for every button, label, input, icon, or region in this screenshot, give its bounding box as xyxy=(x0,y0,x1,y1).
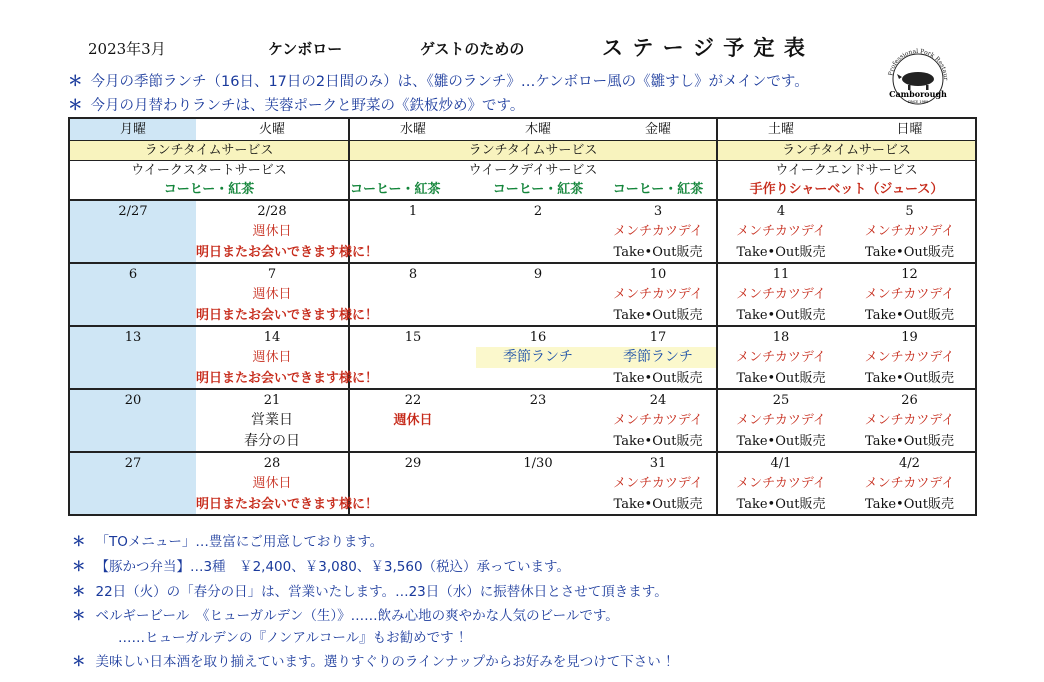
menchi-label: メンチカツデイ xyxy=(600,221,717,242)
menchi-label: メンチカツデイ xyxy=(844,284,976,305)
page-title: ス テ ー ジ 予 定 表 xyxy=(602,36,806,60)
lunch-service-weekstart: ランチタイムサービス xyxy=(69,140,349,160)
coffee-fri: コーヒー・紅茶 xyxy=(600,180,717,200)
date-cell: 1 xyxy=(408,203,418,219)
takeout-label: Take•Out販売 xyxy=(717,242,844,263)
date-cell: 23 xyxy=(529,392,547,408)
menchi-label: メンチカツデイ xyxy=(844,473,976,494)
date-cell: 26 xyxy=(844,389,976,410)
takeout-label: Take•Out販売 xyxy=(717,494,844,515)
date-cell: 6 xyxy=(69,263,196,284)
date-cell: 27 xyxy=(69,452,196,473)
see-you-label: 明日またお会いできます様に！ xyxy=(196,368,349,389)
date-cell: 19 xyxy=(844,326,976,347)
takeout-label: Take•Out販売 xyxy=(717,431,844,452)
week-start-service: ウイークスタートサービス xyxy=(69,160,349,180)
coffee-weekstart: コーヒー・紅茶 xyxy=(69,180,349,200)
see-you-label: 明日またお会いできます様に！ xyxy=(196,305,349,326)
date-cell: 29 xyxy=(404,455,422,471)
logo-name: Camborough xyxy=(889,89,947,99)
date-cell: 9 xyxy=(533,266,543,282)
bottom-note-4: ＊ ベルギービール 《ヒューガルデン（生）》……飲み心地の爽やかな人気のビールです。 xyxy=(72,608,619,624)
seasonal-lunch-label: 季節ランチ xyxy=(476,347,600,368)
takeout-label: Take•Out販売 xyxy=(600,431,717,452)
bottom-note-3: ＊ 22日（火）の「春分の日」は、営業いたします。…23日（水）に振替休日とさせて頂きます。 xyxy=(72,584,668,600)
bottom-note-2: ＊ 【豚かつ弁当】…3種 ￥2,400、￥3,080、￥3,560（税込）承っています。 xyxy=(72,559,570,575)
takeout-label: Take•Out販売 xyxy=(717,305,844,326)
takeout-label: Take•Out販売 xyxy=(600,494,717,515)
logo-arc-text: Professional Pork Restaur xyxy=(887,47,950,81)
date-cell: 2/27 xyxy=(69,200,196,221)
date-cell: 4/2 xyxy=(844,452,976,473)
weekday-sun: 日曜 xyxy=(844,118,976,140)
date-cell: 16 xyxy=(529,329,547,345)
brand-label: ケンボロー xyxy=(268,40,343,58)
closed-label: 週休日 xyxy=(196,221,349,242)
menchi-label: メンチカツデイ xyxy=(736,413,826,428)
date-cell: 21 xyxy=(196,389,349,410)
date-cell: 24 xyxy=(600,389,717,410)
weekday-sat: 土曜 xyxy=(717,118,844,140)
date-cell: 25 xyxy=(772,392,790,408)
logo-since: SINCE 1989 xyxy=(907,100,929,104)
closed-label: 週休日 xyxy=(196,284,349,305)
closed-label: 週休日 xyxy=(393,413,433,428)
menchi-label: メンチカツデイ xyxy=(736,476,826,491)
bottom-note-5: ……ヒューガルデンの『ノンアルコール』もお勧めです ！ xyxy=(118,630,472,646)
date-cell: 2/28 xyxy=(196,200,349,221)
takeout-label: Take•Out販売 xyxy=(844,305,976,326)
menchi-label: メンチカツデイ xyxy=(736,224,826,239)
takeout-label: Take•Out販売 xyxy=(717,368,844,389)
date-cell: 20 xyxy=(69,389,196,410)
weekday-tue: 火曜 xyxy=(196,118,349,140)
lunch-service-weekday: ランチタイムサービス xyxy=(349,140,717,160)
date-cell: 28 xyxy=(196,452,349,473)
sherbet-weekend: 手作りシャーベット（ジュース） xyxy=(717,180,976,200)
takeout-label: Take•Out販売 xyxy=(600,368,717,389)
takeout-label: Take•Out販売 xyxy=(844,494,976,515)
bottom-note-6: ＊ 美味しい日本酒を取り揃えています。選りすぐりのラインナップからお好みを見つけて下さい ！ xyxy=(72,654,679,670)
takeout-label: Take•Out販売 xyxy=(844,368,976,389)
menchi-label: メンチカツデイ xyxy=(844,410,976,431)
date-cell: 15 xyxy=(404,329,422,345)
top-note-1: ＊ 今月の季節ランチ（16日、17日の2日間のみ）は、《雛のランチ》…ケンボロー風の《雛すし》がメインです。 xyxy=(68,74,809,90)
for-guest-label: ゲストのための xyxy=(420,40,525,58)
open-day-label: 営業日 xyxy=(196,410,349,431)
week-end-service: ウイークエンドサービス xyxy=(717,160,976,180)
closed-label: 週休日 xyxy=(196,347,349,368)
menchi-label: メンチカツデイ xyxy=(736,287,826,302)
closed-label: 週休日 xyxy=(196,473,349,494)
schedule-table xyxy=(68,117,977,516)
date-cell: 4/1 xyxy=(770,455,792,471)
menchi-label: メンチカツデイ xyxy=(600,410,717,431)
date-cell: 31 xyxy=(600,452,717,473)
seasonal-lunch-label: 季節ランチ xyxy=(600,347,717,368)
weekday-mon: 月曜 xyxy=(69,118,196,140)
date-cell: 3 xyxy=(600,200,717,221)
takeout-label: Take•Out販売 xyxy=(600,242,717,263)
date-cell: 5 xyxy=(844,200,976,221)
date-cell: 13 xyxy=(69,326,196,347)
bottom-note-1: ＊ 「TOメニュー」…豊富にご用意しております。 xyxy=(72,534,384,550)
weekday-thu: 木曜 xyxy=(476,118,600,140)
menchi-label: メンチカツデイ xyxy=(600,284,717,305)
date-cell: 12 xyxy=(844,263,976,284)
date-cell: 7 xyxy=(196,263,349,284)
month-label: 2023年3月 xyxy=(88,40,166,58)
menchi-label: メンチカツデイ xyxy=(600,473,717,494)
see-you-label: 明日またお会いできます様に！ xyxy=(196,494,349,515)
date-cell: 10 xyxy=(600,263,717,284)
menchi-label: メンチカツデイ xyxy=(736,350,826,365)
menchi-label: メンチカツデイ xyxy=(844,221,976,242)
takeout-label: Take•Out販売 xyxy=(600,305,717,326)
equinox-label: 春分の日 xyxy=(196,431,349,452)
date-cell: 4 xyxy=(776,203,786,219)
coffee-thu: コーヒー・紅茶 xyxy=(476,180,600,200)
restaurant-logo xyxy=(882,45,954,105)
see-you-label: 明日またお会いできます様に！ xyxy=(196,242,349,263)
date-cell: 14 xyxy=(196,326,349,347)
date-cell: 1/30 xyxy=(523,455,553,471)
date-cell: 2 xyxy=(533,203,543,219)
takeout-label: Take•Out販売 xyxy=(844,431,976,452)
coffee-wed: コーヒー・紅茶 xyxy=(349,180,476,200)
date-cell: 22 xyxy=(404,392,422,408)
week-day-service: ウイークデイサービス xyxy=(349,160,717,180)
date-cell: 8 xyxy=(408,266,418,282)
menchi-label: メンチカツデイ xyxy=(844,347,976,368)
weekday-fri: 金曜 xyxy=(600,118,717,140)
top-note-2: ＊ 今月の月替わりランチは、芙蓉ポークと野菜の《鉄板炒め》です。 xyxy=(68,98,525,114)
date-cell: 17 xyxy=(600,326,717,347)
lunch-service-weekend: ランチタイムサービス xyxy=(717,140,976,160)
date-cell: 18 xyxy=(772,329,790,345)
weekday-wed: 水曜 xyxy=(349,118,476,140)
takeout-label: Take•Out販売 xyxy=(844,242,976,263)
date-cell: 11 xyxy=(772,266,790,282)
